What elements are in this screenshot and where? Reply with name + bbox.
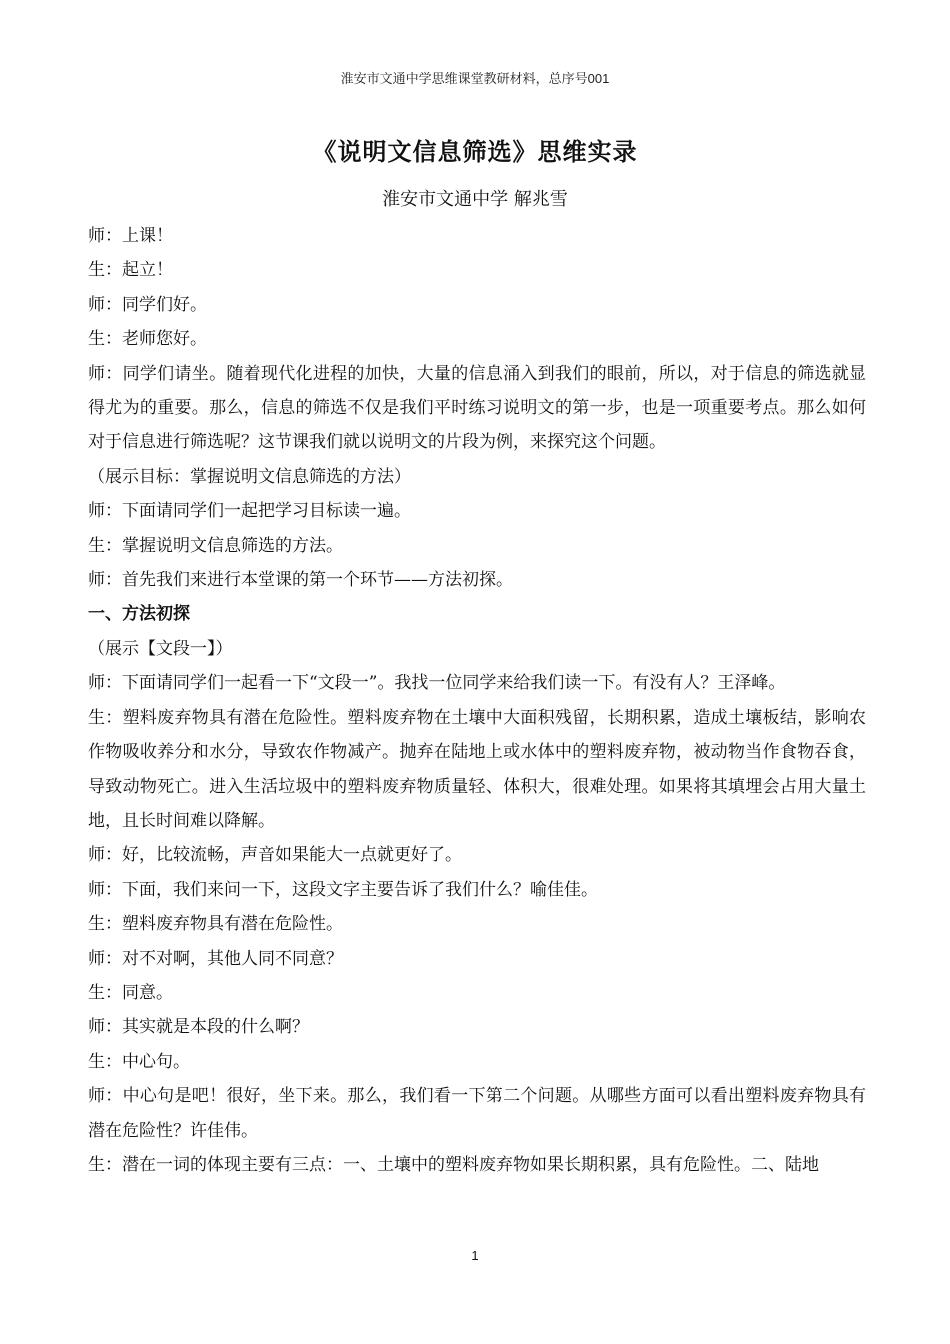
paragraph: 师：中心句是吧！很好，坐下来。那么，我们看一下第二个问题。从哪些方面可以看出塑料废弃物具有潜在危险性？许佳伟。 xyxy=(88,1086,866,1141)
paragraph: 师：对不对啊，其他人同不同意？ xyxy=(88,948,343,969)
paragraph: 师：上课！ xyxy=(88,226,173,246)
paragraph: 师：好，比较流畅，声音如果能大一点就更好了。 xyxy=(88,845,462,866)
paragraph: 师：同学们请坐。随着现代化进程的加快，大量的信息涌入到我们的眼前，所以，对于信息的筛选就显得尤为的重要。那么，信息的筛选不仅是我们平时练习说明文的第一步，也是一项重要考点。那么如何对于信息进行筛选呢？这节课我们就以说明文的片段为例，来探究这个问题。 xyxy=(88,363,866,453)
paragraph: 师：下面请同学们一起把学习目标读一遍。 xyxy=(88,501,411,522)
author-line: 淮安市文通中学 解兆雪 xyxy=(382,189,568,210)
paragraph: 师：同学们好。 xyxy=(88,294,207,315)
paragraph: 生：掌握说明文信息筛选的方法。 xyxy=(88,535,343,556)
paragraph: 师：下面，我们来问一下，这段文字主要告诉了我们什么？喻佳佳。 xyxy=(88,879,598,900)
paragraph: （展示目标：掌握说明文信息筛选的方法） xyxy=(88,466,411,487)
transcript-body xyxy=(88,219,866,1182)
section-heading: 一、方法初探 xyxy=(88,604,190,625)
paragraph: 生：塑料废弃物具有潜在危险性。 xyxy=(88,914,343,935)
paragraph: 生：老师您好。 xyxy=(88,329,207,350)
paragraph: 生：潜在一词的体现主要有三点：一、土壤中的塑料废弃物如果长期积累，具有危险性。二、陆地 xyxy=(88,1154,819,1175)
document-title: 《说明文信息筛选》思维实录 xyxy=(312,137,638,166)
paragraph: 师：其实就是本段的什么啊？ xyxy=(88,1017,309,1038)
paragraph: 师：首先我们来进行本堂课的第一个环节——方法初探。 xyxy=(88,570,513,591)
paragraph: 生：起立！ xyxy=(88,260,173,281)
paragraph: （展示【文段一】） xyxy=(88,638,233,659)
paragraph: 生：同意。 xyxy=(88,982,173,1003)
paragraph: 师：下面请同学们一起看一下“文段一”。我找一位同学来给我们读一下。有没有人？王泽峰。 xyxy=(88,673,786,694)
paragraph: 生：中心句。 xyxy=(88,1051,190,1072)
paragraph: 生：塑料废弃物具有潜在危险性。塑料废弃物在土壤中大面积残留，长期积累，造成土壤板结，影响农作物吸收养分和水分，导致农作物减产。抛弃在陆地上或水体中的塑料废弃物，被动物当作食物吞食，导致动物死亡。进入生活垃圾中的塑料废弃物质量轻、体积大，很难处理。如果将其填埋会占用大量土地，且长时间难以降解。 xyxy=(88,707,866,831)
page-number: 1 xyxy=(471,1248,479,1263)
page-header: 淮安市文通中学思维课堂教研材料，总序号001 xyxy=(340,71,610,86)
